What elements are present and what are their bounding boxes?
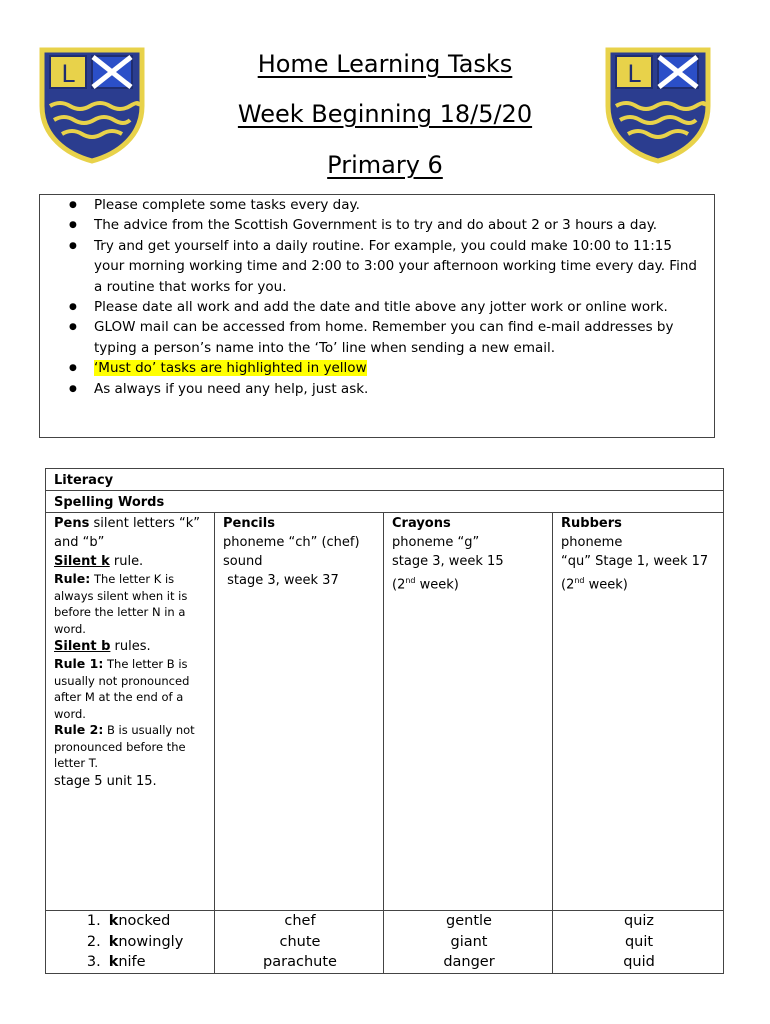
word-rest: nocked [118, 913, 171, 929]
instruction-item: ● As always if you need any help, just ask. [94, 379, 702, 399]
instruction-item: ● Please complete some tasks every day. [94, 195, 702, 215]
week-heading: Week Beginning 18/5/20 [237, 100, 533, 128]
word-rest: nife [118, 954, 146, 970]
list-item: gentle [446, 913, 492, 929]
silent-k-rule [54, 571, 208, 637]
crayons-words-cell [384, 911, 553, 974]
pens-group-cell [46, 513, 215, 911]
rubbers-stage: “qu” Stage 1, week 17 [561, 554, 709, 569]
rubbers-week [561, 571, 717, 594]
instruction-item-highlighted [94, 358, 702, 378]
silent-b-suffix: rules. [110, 639, 151, 654]
list-item: quid [623, 954, 655, 970]
pens-word-list [79, 911, 184, 973]
silent-k-suffix: rule. [109, 554, 144, 569]
page-title: Home Learning Tasks [257, 50, 513, 78]
rubbers-name: Rubbers [561, 516, 622, 531]
pencils-phoneme: phoneme “ch” (chef) sound [223, 535, 360, 569]
rubbers-week-sup: nd [574, 576, 585, 585]
instruction-item: ● Try and get yourself into a daily routine. For example, you could make 10:00 to 11:15 your morning working time and 2:00 to 3:00 your afternoon working time every day. Find a routine that works for you. [94, 236, 702, 297]
rubbers-week-post: week) [584, 577, 628, 593]
spelling-words-heading: Spelling Words [46, 491, 724, 513]
word-first-letter: k [108, 933, 119, 950]
pencils-group-cell [215, 513, 384, 911]
rule1-label: Rule 1: [54, 656, 104, 671]
rubbers-week-pre: (2 [561, 577, 575, 593]
svg-text:L: L [61, 60, 75, 88]
crayons-group-cell [384, 513, 553, 911]
rule-label: Rule: [54, 571, 91, 586]
list-item [79, 911, 184, 932]
word-number: 3. [86, 954, 101, 970]
pens-stage: stage 5 unit 15. [54, 773, 157, 789]
rule2-label: Rule 2: [54, 722, 104, 737]
list-item: giant [450, 933, 488, 950]
instructions-list [40, 195, 714, 399]
pens-description: silent letters “k” and “b” [54, 516, 200, 550]
rubbers-group-cell [553, 513, 724, 911]
list-item: parachute [263, 954, 337, 970]
list-item [79, 932, 184, 953]
literacy-heading: Literacy [46, 469, 724, 491]
crayons-phoneme: phoneme “g” [392, 535, 480, 550]
instructions-box [39, 194, 715, 438]
literacy-table [45, 468, 724, 974]
word-rest: nowingly [118, 933, 184, 950]
instruction-item: ● GLOW mail can be accessed from home. Remember you can find e-mail addresses by typing a person’s name into the ‘To’ line when sending a new email. [94, 317, 702, 358]
rule-text: The letter K is always silent when it is before the letter N in a word. [54, 572, 188, 636]
silent-b-label: Silent b [54, 639, 111, 654]
list-item: chute [279, 933, 321, 950]
rule1-text: The letter B is usually not pronounced after M at the end of a word. [54, 657, 190, 721]
rubbers-phoneme: phoneme [561, 535, 623, 550]
pencils-name: Pencils [223, 516, 275, 531]
silent-b-rule-2 [54, 722, 208, 772]
silent-k-heading [54, 552, 208, 571]
word-number: 2. [86, 933, 101, 950]
silent-b-heading [54, 637, 208, 656]
crayons-week-pre: (2 [392, 577, 406, 593]
list-item: quit [624, 933, 654, 950]
crayons-stage: stage 3, week 15 [392, 554, 504, 569]
must-do-highlight: ‘Must do’ tasks are highlighted in yellow [94, 360, 367, 377]
word-first-letter: k [108, 954, 119, 970]
silent-b-rule-1 [54, 656, 208, 722]
pencils-words-cell [215, 911, 384, 974]
pens-words-cell [46, 911, 215, 974]
list-item: danger [443, 954, 495, 970]
crayons-week-post: week) [415, 577, 459, 593]
instruction-item: ● Please date all work and add the date and title above any jotter work or online work. [94, 297, 702, 317]
rubbers-words-cell [553, 911, 724, 974]
rule2-text: B is usually not pronounced before the letter T. [54, 723, 195, 770]
pens-name: Pens [54, 516, 90, 531]
list-item: quiz [623, 913, 655, 929]
class-heading: Primary 6 [327, 151, 443, 179]
pencils-stage: stage 3, week 37 [223, 573, 339, 588]
instruction-item: ● The advice from the Scottish Government is to try and do about 2 or 3 hours a day. [94, 215, 702, 235]
crayons-name: Crayons [392, 516, 451, 531]
list-item [79, 952, 184, 973]
word-first-letter: k [108, 913, 119, 929]
crayons-week-sup: nd [405, 576, 416, 585]
silent-k-label: Silent k [54, 554, 110, 569]
crayons-week [392, 571, 546, 594]
svg-text:L: L [627, 60, 641, 88]
word-number: 1. [86, 913, 101, 929]
list-item: chef [284, 913, 316, 929]
pens-title [54, 514, 208, 552]
